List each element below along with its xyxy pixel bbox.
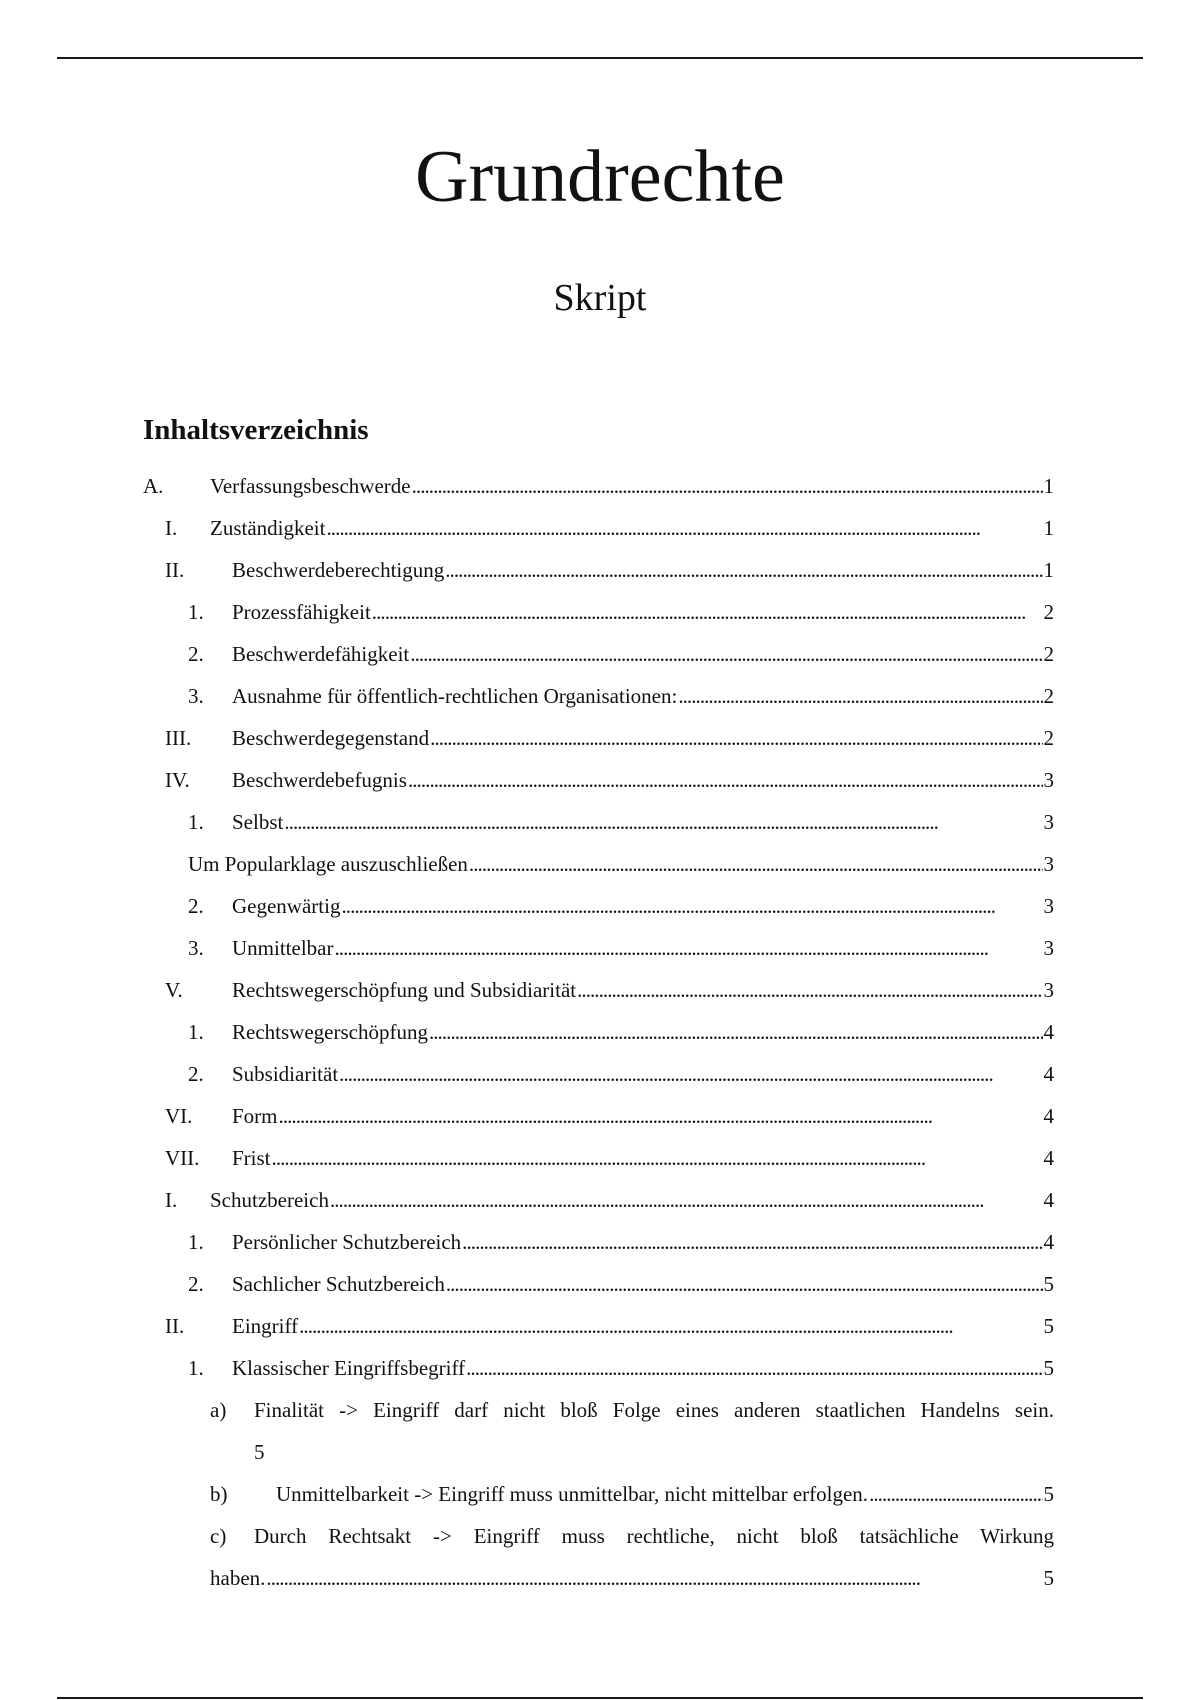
toc-entry-number: 1.	[188, 1356, 204, 1380]
toc-leader-dots	[326, 507, 1042, 549]
toc-entry-label: Zuständigkeit	[210, 516, 326, 540]
toc-entry-page: 4	[1043, 1104, 1054, 1128]
toc-leader-dots	[372, 591, 1043, 633]
toc-entry-number: 2.	[188, 1272, 204, 1296]
toc-leader-dots	[466, 1347, 1042, 1389]
toc-entry-number: 3.	[188, 936, 204, 960]
toc-entry-page: 5	[1043, 1482, 1054, 1506]
toc-entry-page: 5	[1043, 1566, 1054, 1590]
toc-leader-dots	[577, 969, 1042, 1011]
document-title: Grundrechte	[415, 136, 785, 218]
toc-entry[interactable]	[0, 885, 1200, 927]
toc-entry[interactable]	[0, 1095, 1200, 1137]
toc-entry-label: Frist	[232, 1146, 271, 1170]
toc-leader-dots	[408, 759, 1043, 801]
toc-entry-label: Beschwerdegegenstand	[232, 726, 430, 750]
toc-entry-page: 1	[1043, 474, 1054, 498]
toc-entry[interactable]	[0, 549, 1200, 591]
toc-entry-label: Gegenwärtig	[232, 894, 341, 918]
toc-entry-label: Ausnahme für öffentlich-rechtlichen Organisationen:	[232, 684, 678, 708]
toc-entry-page: 3	[1043, 894, 1054, 918]
toc-entry[interactable]	[0, 633, 1200, 675]
toc-entry-page: 3	[1043, 978, 1054, 1002]
toc-entry[interactable]	[0, 759, 1200, 801]
toc-entry[interactable]	[0, 465, 1200, 507]
toc-entry[interactable]	[0, 1305, 1200, 1347]
toc-entry[interactable]	[0, 969, 1200, 1011]
toc-entry-number: A.	[143, 474, 164, 498]
toc-entry-number: V.	[165, 978, 183, 1002]
header-rule	[57, 57, 1143, 59]
toc-entry-label: Klassischer Eingriffsbegriff	[232, 1356, 466, 1380]
toc-entry-label: Verfassungsbeschwerde	[210, 474, 411, 498]
toc-leader-dots	[412, 465, 1043, 507]
toc-entry[interactable]	[0, 1137, 1200, 1179]
toc-entry-label: Eingriff	[232, 1314, 299, 1338]
toc-entry[interactable]	[0, 675, 1200, 717]
toc-entry[interactable]	[0, 591, 1200, 633]
toc-entry[interactable]	[0, 1011, 1200, 1053]
toc-entry-label: Beschwerdefähigkeit	[232, 642, 410, 666]
toc-entry-page: 1	[1043, 516, 1054, 540]
toc-entry[interactable]	[0, 927, 1200, 969]
toc-entry-label: Durch Rechtsakt -> Eingriff muss rechtliche, nicht bloß tatsächliche Wirkung	[254, 1524, 1054, 1548]
footer-rule	[57, 1697, 1143, 1699]
toc-entry-number: 2.	[188, 1062, 204, 1086]
toc-entry[interactable]	[0, 801, 1200, 843]
toc-entry-number: 1.	[188, 1020, 204, 1044]
toc-entry-label: Schutzbereich	[210, 1188, 329, 1212]
toc-entry-number: c)	[210, 1524, 227, 1548]
toc-entry-label: Unmittelbarkeit -> Eingriff muss unmittelbar, nicht mittelbar erfolgen.	[276, 1482, 869, 1506]
toc-leader-dots	[299, 1305, 1042, 1347]
toc-leader-dots	[266, 1557, 1042, 1599]
toc-entry-page: 3	[1043, 810, 1054, 834]
toc-entry-number: 1.	[188, 600, 204, 624]
toc-heading: Inhaltsverzeichnis	[143, 414, 369, 446]
toc-leader-dots	[678, 675, 1042, 717]
toc-entry-page: 3	[1043, 852, 1054, 876]
toc-entry-page: 4	[1043, 1188, 1054, 1212]
toc-entry-page: 5	[1043, 1272, 1054, 1296]
toc-entry-label: Prozessfähigkeit	[232, 600, 371, 624]
toc-entry[interactable]	[0, 507, 1200, 549]
toc-entry-label: Um Popularklage auszuschließen	[188, 852, 468, 876]
toc-entry-label: Beschwerdebefugnis	[232, 768, 407, 792]
toc-entry-page: 3	[1043, 936, 1054, 960]
toc-leader-dots	[429, 1011, 1043, 1053]
toc-leader-dots	[410, 633, 1042, 675]
toc-entry[interactable]	[0, 843, 1200, 885]
toc-entry-label: Sachlicher Schutzbereich	[232, 1272, 445, 1296]
toc-entry-label-continuation: haben.	[210, 1566, 266, 1590]
toc-leader-dots	[869, 1473, 1042, 1515]
toc-entry-number: 1.	[188, 1230, 204, 1254]
toc-entry-number: 1.	[188, 810, 204, 834]
toc-entry-number: b)	[210, 1482, 228, 1506]
toc-entry-page: 2	[1043, 726, 1054, 750]
toc-leader-dots	[284, 801, 1042, 843]
toc-leader-dots	[339, 1053, 1042, 1095]
toc-entry[interactable]	[0, 1515, 1200, 1599]
toc-leader-dots	[272, 1137, 1043, 1179]
toc-leader-dots	[469, 843, 1043, 885]
toc-entry-label: Form	[232, 1104, 278, 1128]
toc-entry-page: 4	[1043, 1020, 1054, 1044]
toc-entry[interactable]	[0, 1263, 1200, 1305]
toc-entry-number: I.	[165, 1188, 178, 1212]
toc-entry-label: Selbst	[232, 810, 284, 834]
toc-leader-dots	[430, 717, 1042, 759]
toc-entry-number: IV.	[165, 768, 190, 792]
toc-entry-page: 1	[1043, 558, 1054, 582]
toc-entry-number: III.	[165, 726, 192, 750]
toc-entry-label: Subsidiarität	[232, 1062, 339, 1086]
toc-entry-number: VI.	[165, 1104, 193, 1128]
toc-entry-number: 2.	[188, 642, 204, 666]
toc-entry-number: 3.	[188, 684, 204, 708]
toc-entry-number: a)	[210, 1398, 227, 1422]
toc-leader-dots	[334, 927, 1042, 969]
toc-leader-dots	[341, 885, 1042, 927]
toc-leader-dots	[445, 549, 1042, 591]
toc-entry-label: Rechtswegerschöpfung	[232, 1020, 428, 1044]
toc-entry-label: Beschwerdeberechtigung	[232, 558, 445, 582]
toc-entry[interactable]	[0, 1473, 1200, 1515]
toc-entry[interactable]	[0, 717, 1200, 759]
toc-entry-page: 2	[1043, 684, 1054, 708]
toc-entry-label: Unmittelbar	[232, 936, 334, 960]
toc-entry[interactable]	[0, 1179, 1200, 1221]
toc-leader-dots	[279, 1095, 1043, 1137]
toc-entry-page: 5	[1043, 1314, 1054, 1338]
toc-entry-number: II.	[165, 558, 185, 582]
toc-entry-label: Persönlicher Schutzbereich	[232, 1230, 462, 1254]
document-subtitle: Skript	[553, 277, 647, 319]
toc-entry-number: II.	[165, 1314, 185, 1338]
toc-entry-page: 5	[254, 1440, 265, 1464]
toc-entry-page: 4	[1043, 1230, 1054, 1254]
toc-entry-label: Finalität -> Eingriff darf nicht bloß Folge eines anderen staatlichen Handelns sein.	[254, 1398, 1054, 1422]
toc-entry[interactable]	[0, 1347, 1200, 1389]
toc-entry-number: VII.	[165, 1146, 200, 1170]
toc-entry[interactable]	[0, 1389, 1200, 1473]
toc-entry-page: 4	[1043, 1062, 1054, 1086]
toc-entry-page: 5	[1043, 1356, 1054, 1380]
toc-entry-page: 2	[1043, 642, 1054, 666]
toc-entry-page: 2	[1043, 600, 1054, 624]
toc-entry-number: 2.	[188, 894, 204, 918]
toc-entry-page: 4	[1043, 1146, 1054, 1170]
toc-leader-dots	[330, 1179, 1043, 1221]
toc-entry-number: I.	[165, 516, 178, 540]
toc-leader-dots	[462, 1221, 1042, 1263]
toc-entry-label: Rechtswegerschöpfung und Subsidiarität	[232, 978, 577, 1002]
toc-entry[interactable]	[0, 1053, 1200, 1095]
toc-leader-dots	[446, 1263, 1043, 1305]
toc-entry[interactable]	[0, 1221, 1200, 1263]
toc-entry-page: 3	[1043, 768, 1054, 792]
